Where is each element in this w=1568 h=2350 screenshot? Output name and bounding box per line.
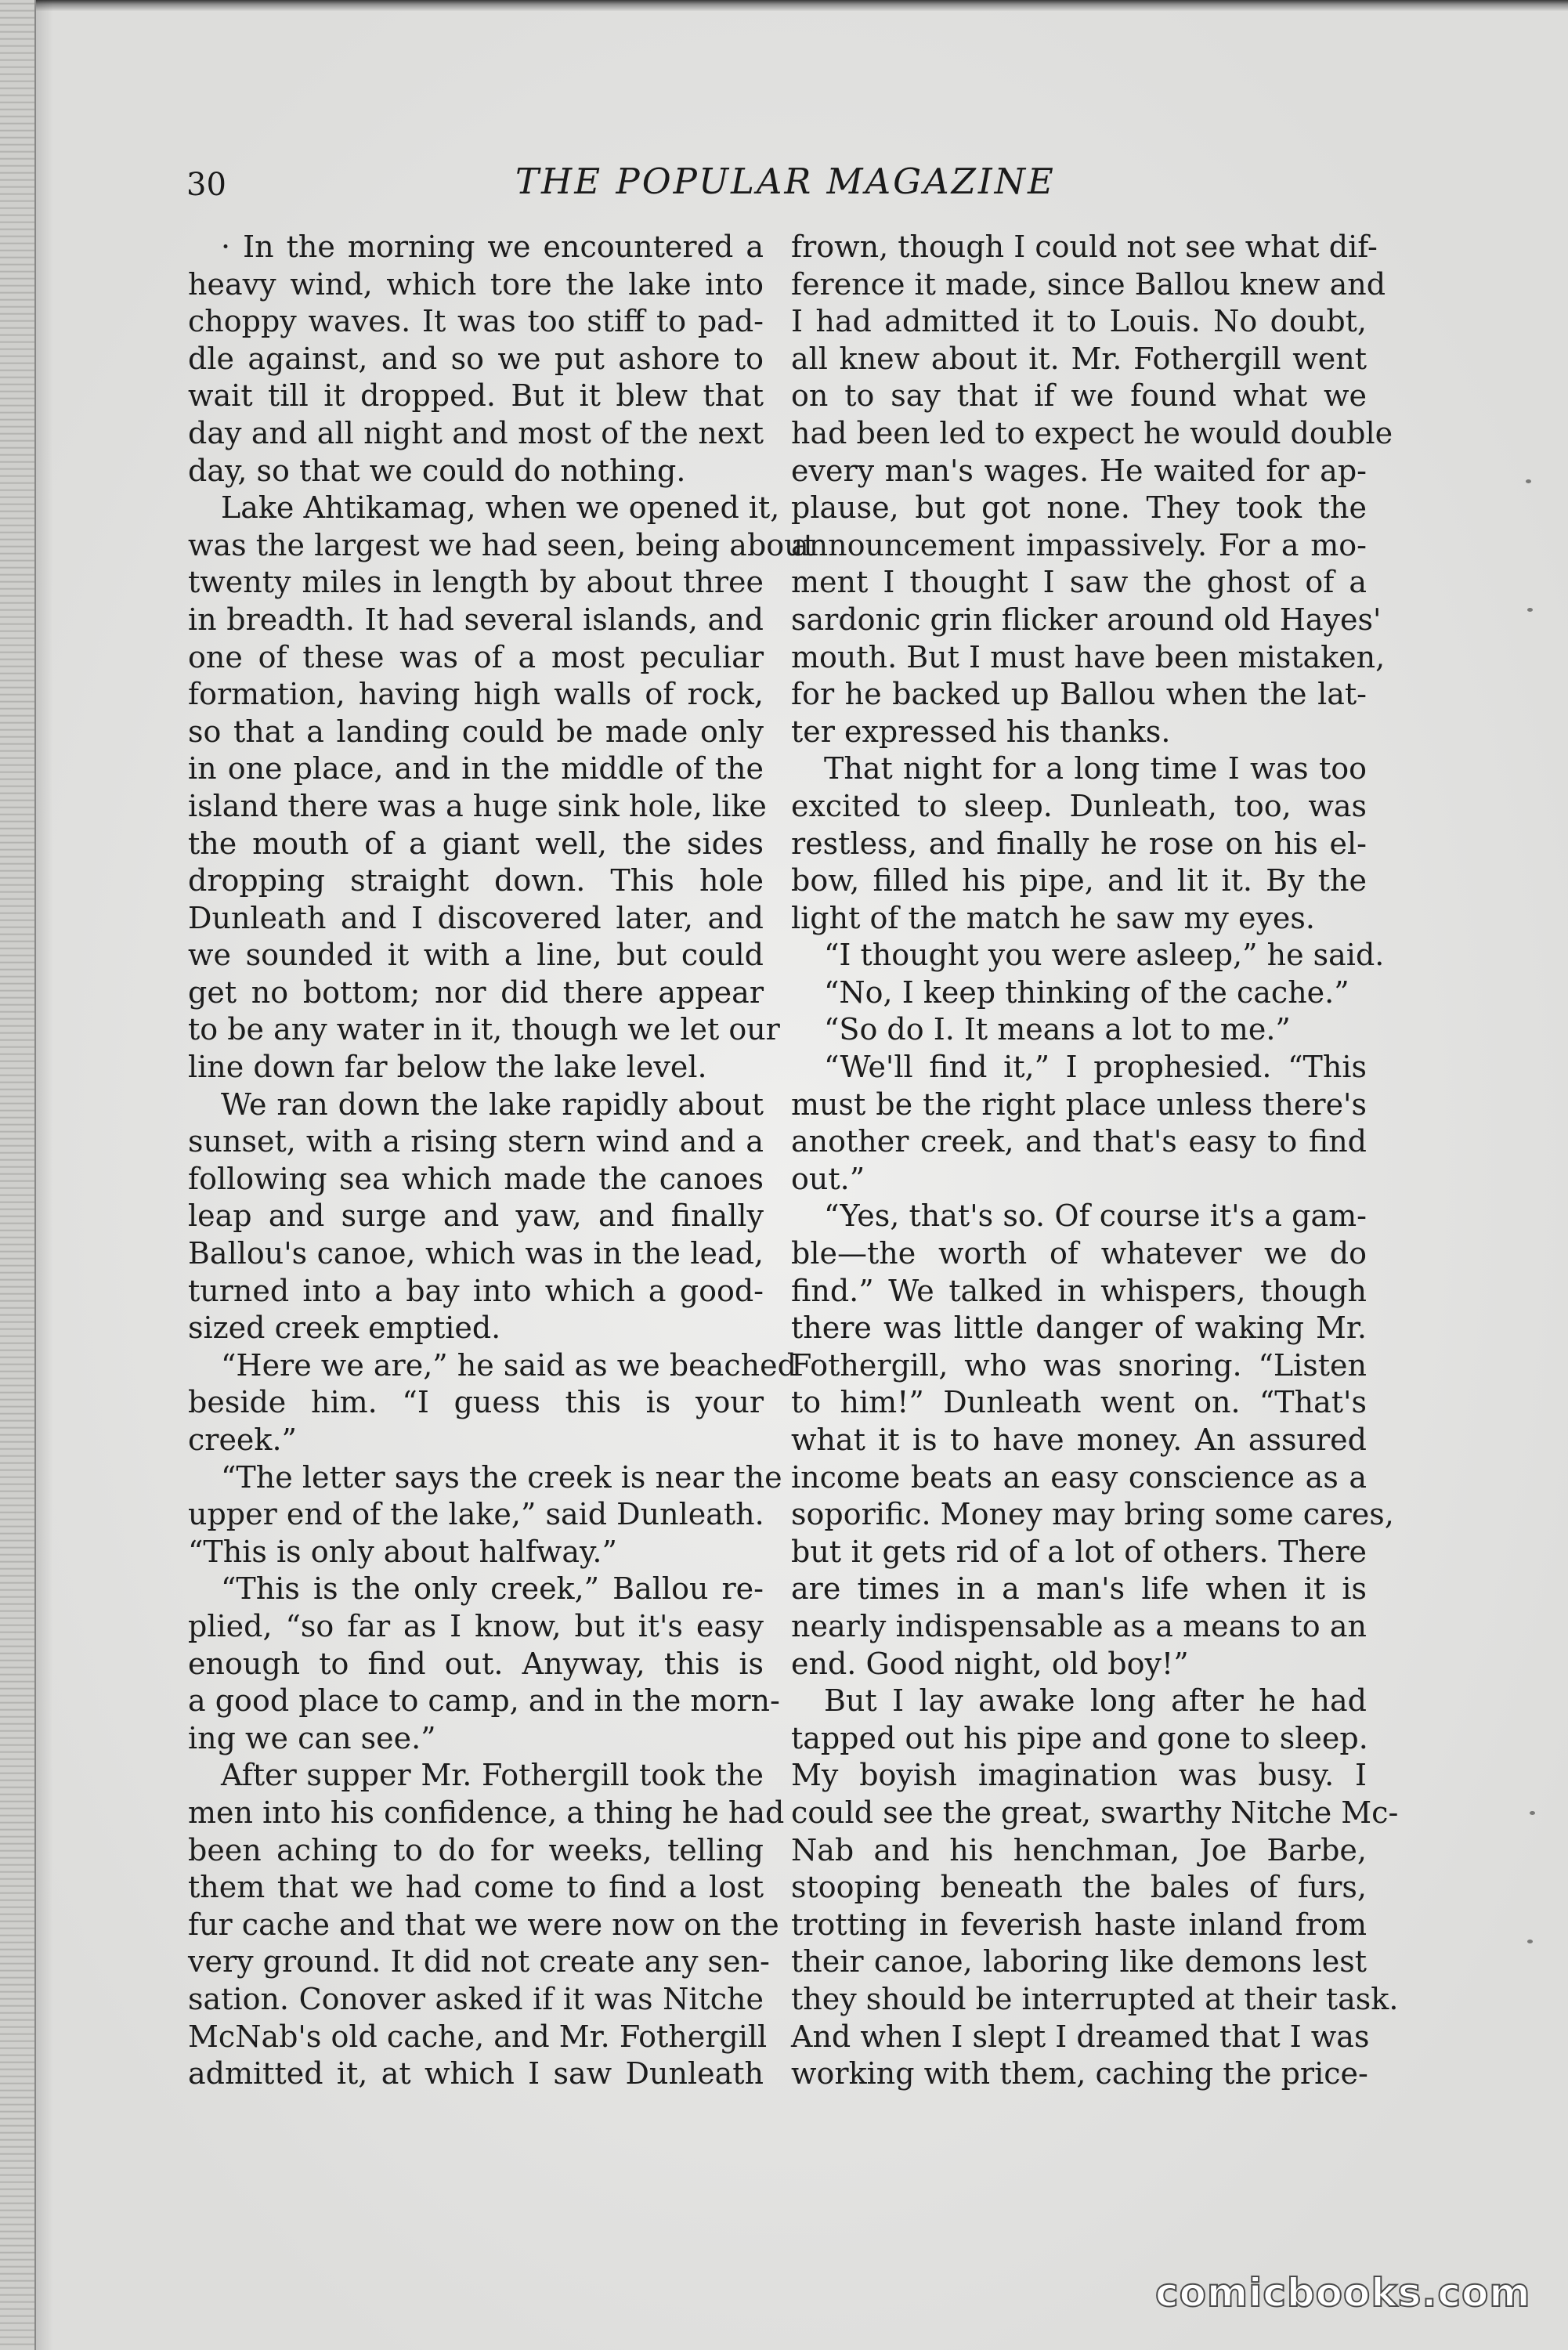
right-column-text-line: another creek, and that's easy to find	[791, 1124, 1367, 1159]
right-column-text-line: mouth. But I must have been mistaken,	[791, 639, 1386, 674]
left-column-text-line: Lake Ahtikamag, when we opened it,	[221, 490, 780, 526]
left-column-text-line: was the largest we had seen, being about	[188, 527, 815, 562]
right-column-text-line: excited to sleep. Dunleath, too, was	[791, 788, 1367, 823]
right-column-text-line: soporific. Money may bring some cares,	[791, 1497, 1394, 1532]
left-column-text-line: choppy waves. It was too stiff to pad-	[188, 304, 764, 339]
right-text-column	[791, 229, 1399, 2093]
left-column-text-line: twenty miles in length by about three	[188, 565, 764, 600]
right-column-text-line: tapped out his pipe and gone to sleep.	[791, 1720, 1368, 1755]
left-column-text-line: get no bottom; nor did there appear	[188, 974, 764, 1010]
left-column-text-line: one of these was of a most peculiar	[188, 639, 764, 674]
paper-speck	[1530, 1811, 1535, 1815]
page-header	[186, 161, 1369, 204]
left-column-text-line: enough to find out. Anyway, this is	[188, 1646, 764, 1681]
left-column-text-line: “The letter says the creek is near the	[221, 1459, 782, 1495]
right-column-text-line: ble—the worth of whatever we do	[791, 1236, 1367, 1271]
right-column-text-line: had been led to expect he would double	[791, 415, 1393, 450]
left-column-text-line: to be any water in it, though we let our	[188, 1012, 780, 1047]
left-column-text-line: ing we can see.”	[188, 1720, 436, 1755]
left-column-text-line: “Here we are,” he said as we beached	[221, 1347, 797, 1383]
right-column-text-line: My boyish imagination was busy. I	[791, 1758, 1367, 1793]
left-column-text-line: so that a landing could be made only	[188, 714, 764, 749]
page-binding-edge	[0, 0, 36, 2350]
right-column-text-line: “No, I keep thinking of the cache.”	[824, 974, 1349, 1010]
left-column-text-line: day, so that we could do nothing.	[188, 453, 686, 488]
right-column-text-line: Nab and his henchman, Joe Barbe,	[791, 1832, 1367, 1867]
right-column-text-line: announcement impassively. For a mo-	[791, 527, 1367, 562]
left-column-text-line: day and all night and most of the next	[188, 415, 764, 450]
left-column-text-line: a good place to camp, and in the morn-	[188, 1683, 780, 1719]
binding-shadow	[34, 0, 53, 2350]
left-column-text-line: Ballou's canoe, which was in the lead,	[188, 1236, 764, 1271]
right-column-text-line: are times in a man's life when it is	[791, 1571, 1367, 1607]
left-column-text-line: them that we had come to find a lost	[188, 1870, 764, 1905]
left-column-text-line: sation. Conover asked if it was Nitche	[188, 1981, 764, 2016]
right-column-text-line: “So do I. It means a lot to me.”	[824, 1012, 1291, 1047]
left-column-text-line: beside him. “I guess this is your	[188, 1385, 764, 1420]
left-column-text-line: After supper Mr. Fothergill took the	[221, 1758, 764, 1793]
left-column-text-line: heavy wind, which tore the lake into	[188, 266, 764, 302]
right-column-text-line: “We'll find it,” I prophesied. “This	[824, 1050, 1367, 1085]
left-column-text-line: plied, “so far as I know, but it's easy	[188, 1608, 764, 1643]
right-column-text-line: to him!” Dunleath went on. “That's	[791, 1385, 1367, 1420]
left-column-text-line: fur cache and that we were now on the	[188, 1907, 779, 1942]
left-column-text-line: leap and surge and yaw, and finally	[188, 1198, 764, 1234]
right-column-text-line: they should be interrupted at their task.	[791, 1981, 1399, 2016]
left-column-text-line: · In the morning we encountered a	[221, 230, 764, 264]
right-column-text-line: must be the right place unless there's	[791, 1086, 1367, 1122]
watermark-logo: comicbooks.com	[1155, 2270, 1531, 2316]
right-column-text-line: ter expressed his thanks.	[791, 714, 1171, 749]
left-column-text-line: dropping straight down. This hole	[188, 863, 764, 898]
right-column-text-line: “Yes, that's so. Of course it's a gam-	[824, 1198, 1367, 1234]
right-column-text-line: frown, though I could not see what dif-	[791, 230, 1378, 264]
right-column-text-line: restless, and finally he rose on his el-	[791, 826, 1367, 861]
left-column-text-line: wait till it dropped. But it blew that	[188, 378, 764, 414]
right-column-text-line: but it gets rid of a lot of others. There	[791, 1534, 1367, 1569]
left-column-text-line: been aching to do for weeks, telling	[188, 1832, 764, 1867]
right-column-text-line: working with them, caching the price-	[791, 2056, 1368, 2092]
right-column-text-line: what it is to have money. An assured	[791, 1423, 1367, 1457]
right-column-text-line: light of the match he saw my eyes.	[791, 900, 1315, 935]
right-column-text-line: And when I slept I dreamed that I was	[791, 2019, 1370, 2054]
right-column-text-line: there was little danger of waking Mr.	[791, 1311, 1367, 1346]
left-column-text-line: “This is only about halfway.”	[188, 1534, 617, 1569]
left-column-text-line: We ran down the lake rapidly about	[221, 1086, 764, 1122]
right-column-text-line: nearly indispensable as a means to an	[791, 1608, 1367, 1643]
right-column-text-line: find.” We talked in whispers, though	[791, 1273, 1367, 1308]
right-column-text-line: stooping beneath the bales of furs,	[791, 1870, 1367, 1905]
left-column-text-line: island there was a huge sink hole, like	[188, 788, 767, 823]
right-column-text-line: end. Good night, old boy!”	[791, 1646, 1189, 1681]
left-column-text-line: creek.”	[188, 1423, 297, 1457]
left-column-text-line: following sea which made the canoes	[188, 1161, 764, 1196]
right-column-text-line: for he backed up Ballou when the lat-	[791, 677, 1367, 712]
left-column-text-line: men into his confidence, a thing he had	[188, 1795, 785, 1830]
left-column-text-line: line down far below the lake level.	[188, 1050, 707, 1085]
right-column-text-line: “I thought you were asleep,” he said.	[824, 938, 1385, 973]
left-column-text-line: upper end of the lake,” said Dunleath.	[188, 1497, 764, 1532]
left-column-text-line: very ground. It did not create any sen-	[188, 1944, 770, 1979]
right-column-text-line: all knew about it. Mr. Fothergill went	[791, 341, 1367, 376]
left-column-text-line: sunset, with a rising stern wind and a	[188, 1124, 764, 1159]
right-column-text-line: plause, but got none. They took the	[791, 490, 1367, 526]
right-column-text-line: trotting in feverish haste inland from	[791, 1907, 1367, 1942]
paper-speck	[1527, 1940, 1533, 1943]
page-top-edge	[0, 0, 1568, 11]
right-column-text-line: out.”	[791, 1161, 865, 1196]
left-text-column	[188, 229, 815, 2093]
left-column-text-line: dle against, and so we put ashore to	[188, 341, 764, 376]
left-column-text-line: admitted it, at which I saw Dunleath	[188, 2056, 764, 2092]
right-column-text-line: That night for a long time I was too	[824, 751, 1367, 786]
left-column-text-line: we sounded it with a line, but could	[188, 938, 764, 973]
right-column-text-line: I had admitted it to Louis. No doubt,	[791, 304, 1367, 339]
left-column-text-line: formation, having high walls of rock,	[188, 677, 764, 712]
right-column-text-line: bow, filled his pipe, and lit it. By the	[791, 863, 1367, 898]
right-column-text-line: Fothergill, who was snoring. “Listen	[791, 1347, 1367, 1383]
right-column-text-line: ference it made, since Ballou knew and	[791, 266, 1386, 302]
right-column-text-line: But I lay awake long after he had	[824, 1683, 1367, 1719]
right-column-text-line: sardonic grin flicker around old Hayes'	[791, 602, 1382, 637]
page-number: 30	[186, 167, 226, 203]
right-column-text-line: could see the great, swarthy Nitche Mc-	[791, 1795, 1399, 1830]
left-column-text-line: sized creek emptied.	[188, 1311, 501, 1346]
right-column-text-line: income beats an easy conscience as a	[791, 1459, 1367, 1495]
left-column-text-line: in one place, and in the middle of the	[188, 751, 764, 786]
left-column-text-line: turned into a bay into which a good-	[188, 1273, 764, 1308]
right-column-text-line: every man's wages. He waited for ap-	[791, 453, 1367, 488]
right-column-text-line: on to say that if we found what we	[791, 378, 1367, 414]
left-column-text-line: Dunleath and I discovered later, and	[188, 900, 764, 935]
left-column-text-line: “This is the only creek,” Ballou re-	[221, 1571, 764, 1607]
running-head: THE POPULAR MAGAZINE	[515, 161, 1056, 202]
left-column-text-line: in breadth. It had several islands, and	[188, 602, 764, 637]
right-column-text-line: ment I thought I saw the ghost of a	[791, 565, 1367, 600]
paper-speck	[1526, 479, 1531, 483]
left-column-text-line: the mouth of a giant well, the sides	[188, 826, 764, 861]
right-column-text-line: their canoe, laboring like demons lest	[791, 1944, 1367, 1979]
paper-speck	[1527, 608, 1533, 612]
left-column-text-line: McNab's old cache, and Mr. Fothergill	[188, 2019, 768, 2054]
